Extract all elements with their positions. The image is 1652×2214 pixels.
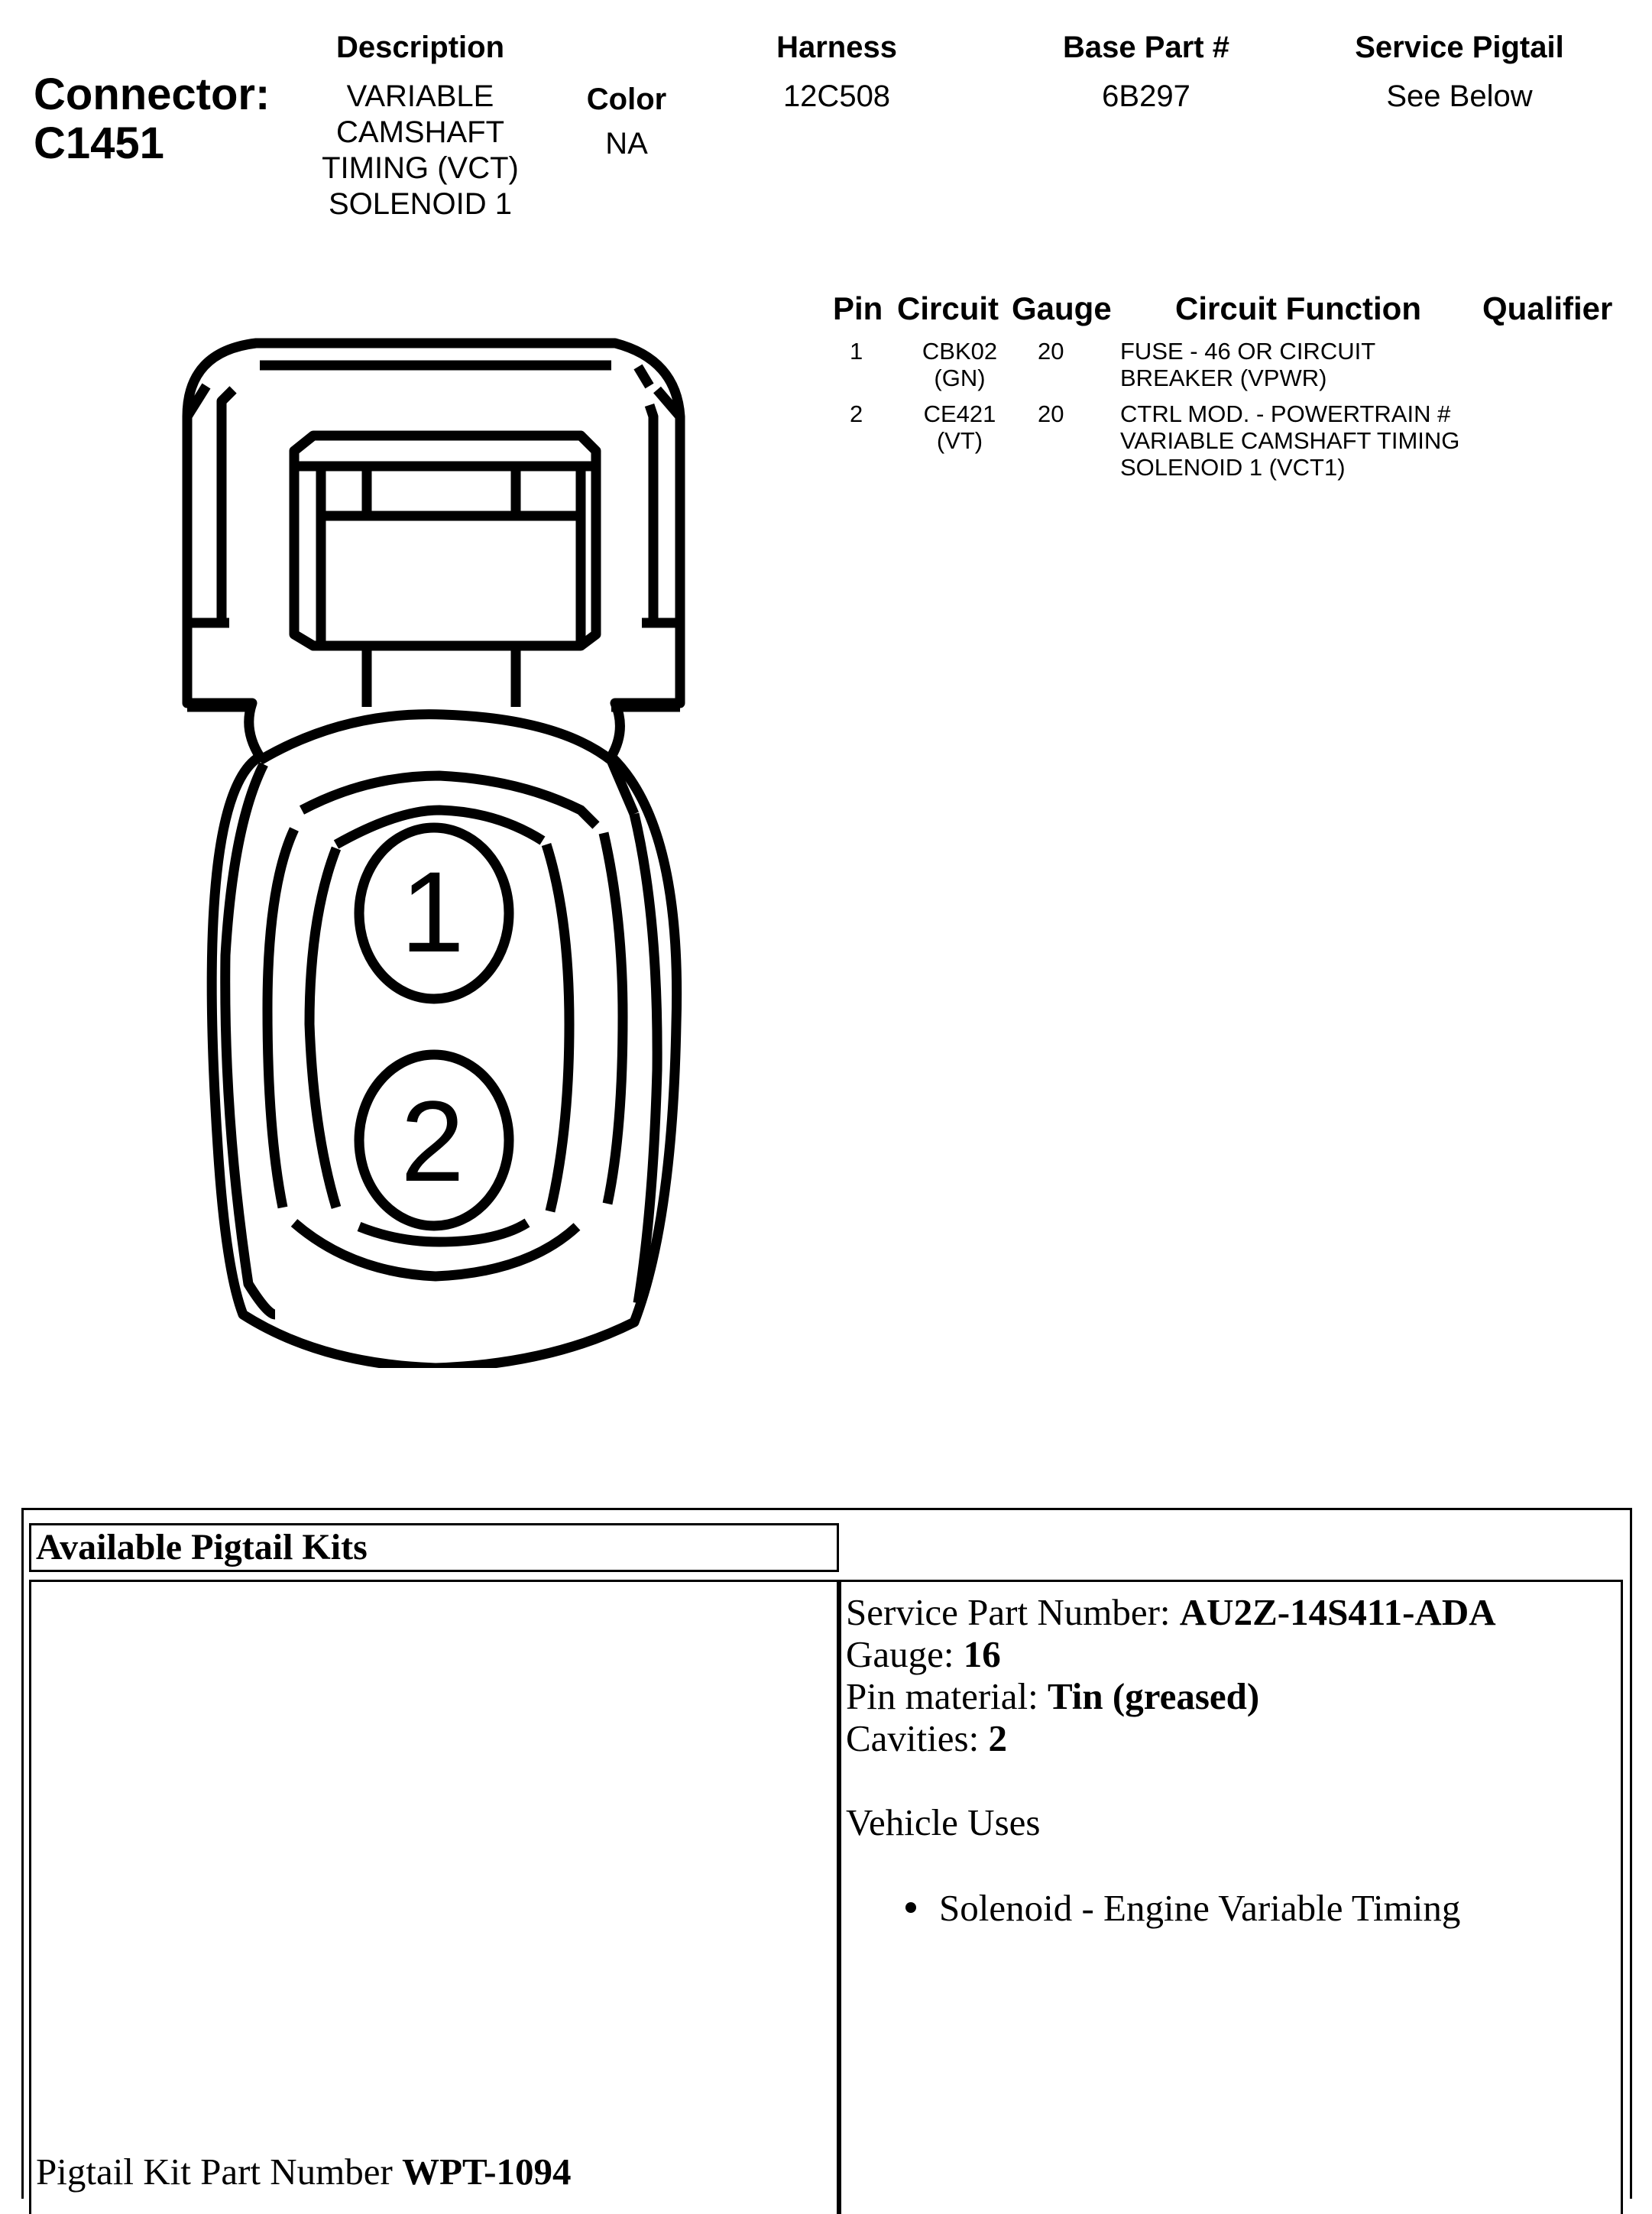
gauge-row [846,1633,1621,1675]
service-pigtail-header: Service Pigtail [1355,31,1564,64]
harness-header: Harness [776,31,897,64]
cavity-2-label: 2 [400,1077,465,1205]
function-line: VARIABLE CAMSHAFT TIMING [1120,427,1460,454]
cavities-label: Cavities: [846,1717,989,1759]
function-cell [1120,338,1375,391]
seal-ring-inner-right [546,844,569,1211]
color-header: Color [586,83,667,116]
bullet-icon [905,1902,916,1913]
service-pigtail-column [1314,31,1605,115]
pigtail-image-cell [29,1580,839,2214]
description-header: Description [335,31,505,64]
description-value [290,79,550,222]
connector-diagram [168,329,703,1368]
seal-ring-inner-left [309,848,336,1207]
seal-ring-outer [302,776,596,825]
pigtail-title-spacer [837,1523,1623,1572]
pin-col-header: Pin [833,290,883,326]
harness-value: 12C508 [782,79,891,113]
pigtail-title-cell [29,1523,839,1572]
pin-material-label: Pin material: [846,1675,1048,1717]
description-line: VARIABLE [346,79,494,113]
function-line: BREAKER (VPWR) [1120,365,1327,391]
gauge-label: Gauge: [846,1633,964,1675]
function-line: SOLENOID 1 (VCT1) [1120,454,1346,481]
description-column [290,31,550,222]
function-line: CTRL MOD. - POWERTRAIN # [1120,400,1451,427]
vehicle-use-text: Solenoid - Engine Variable Timing [939,1887,1461,1929]
gauge-value: 16 [963,1633,1001,1675]
top-left-inner [222,390,233,401]
pin-material-row [846,1675,1621,1717]
connector-label: Connector: [34,70,270,119]
gauge-col-header: Gauge [1012,290,1112,326]
circuit-cell [906,400,1013,454]
circuit-code: CBK02 [922,338,998,365]
base-part-value: 6B297 [1102,79,1190,113]
color-value: NA [605,127,648,160]
function-col-header: Circuit Function [1175,290,1421,326]
color-column [550,83,703,162]
pin-number: 1 [850,338,863,365]
pin-material-value: Tin (greased) [1048,1675,1260,1717]
base-part-header: Base Part # [1063,31,1229,64]
list-item [846,1887,1621,1929]
gauge-cell: 20 [1038,338,1064,365]
service-part-value: AU2Z-14S411-ADA [1179,1591,1496,1633]
circuit-color: (VT) [936,427,983,454]
connector-id: C1451 [34,118,164,168]
circuit-cell [906,338,1013,391]
seal-ring-outer-right [604,833,623,1204]
cavity-1-label: 1 [400,848,465,976]
circuit-code: CE421 [923,400,996,427]
kit-part-label: Pigtail Kit Part Number [36,2151,403,2193]
inner-frame-right [649,405,653,623]
service-pigtail-value: See Below [1386,79,1533,113]
seal-ring-outer-left [267,829,294,1207]
connector-title [34,70,270,168]
circuit-color: (GN) [934,365,986,391]
function-cell [1120,400,1459,481]
function-line: FUSE - 46 OR CIRCUIT [1120,338,1376,365]
cavities-value: 2 [988,1717,1007,1759]
vehicle-uses-label: Vehicle Uses [846,1801,1041,1843]
service-part-row [846,1591,1621,1633]
vehicle-uses-list [846,1887,1621,1929]
cavities-row [846,1717,1621,1759]
description-line: SOLENOID 1 [328,187,513,221]
seal-ring-outer-bottom [294,1223,577,1276]
top-right-inner [638,367,649,386]
harness-column [734,31,940,115]
pigtail-kit-part [36,2151,572,2193]
base-part-column [1024,31,1268,115]
qualifier-col-header: Qualifier [1482,290,1613,326]
pigtail-details-cell [839,1580,1623,2214]
gauge-cell: 20 [1038,400,1064,427]
circuit-col-header: Circuit [897,290,999,326]
inner-frame-left [222,390,233,623]
pigtail-section-title: Available Pigtail Kits [36,1527,368,1567]
kit-part-value: WPT-1094 [402,2151,572,2193]
pin-number: 2 [850,400,863,427]
pigtail-details [841,1582,1621,1929]
service-part-label: Service Part Number: [846,1591,1180,1633]
description-line: TIMING (VCT) [322,151,519,185]
description-line: CAMSHAFT [336,115,504,149]
